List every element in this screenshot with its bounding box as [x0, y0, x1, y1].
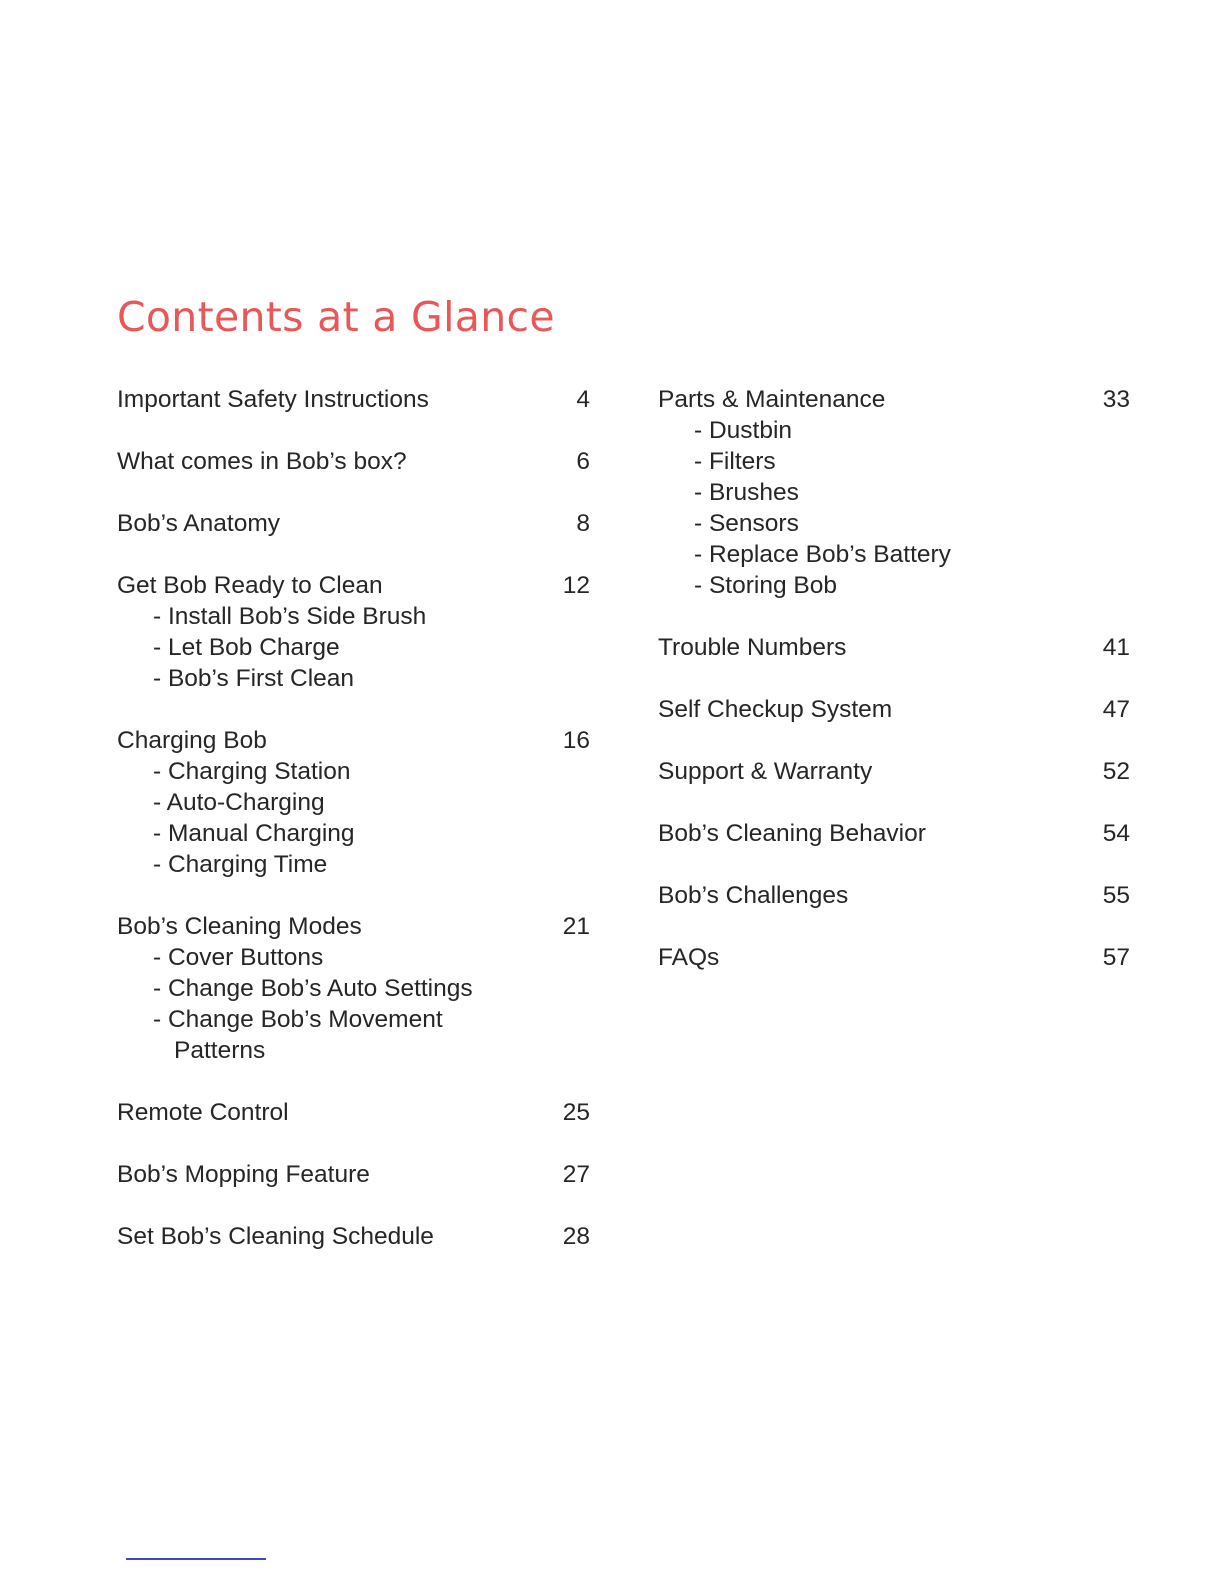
- toc-page-number: 33: [1102, 386, 1130, 413]
- toc-entry-title: Bob’s Cleaning Behavior: [658, 820, 926, 847]
- toc-subentry: [153, 1004, 590, 1066]
- toc-entry-row: [117, 725, 590, 756]
- toc-entry: [117, 570, 590, 694]
- toc-entry: [658, 942, 1130, 973]
- toc-entry-row: [117, 508, 590, 539]
- toc-entry: [117, 1097, 590, 1128]
- toc-subentry-text: - Charging Station: [153, 758, 351, 785]
- toc-entry: [658, 632, 1130, 663]
- toc-subentry-text: - Storing Bob: [694, 572, 837, 599]
- toc-entry-title: Bob’s Anatomy: [117, 510, 280, 537]
- toc-entry-row: [658, 942, 1130, 973]
- toc-subentry-text: - Dustbin: [694, 417, 793, 444]
- toc-entry: [117, 725, 590, 880]
- toc-subentry-text: - Charging Time: [153, 851, 328, 878]
- toc-page-number: 16: [562, 727, 590, 754]
- toc-entry-title: Support & Warranty: [658, 758, 873, 785]
- toc-entry-row: [117, 446, 590, 477]
- toc-entry-title: Bob’s Mopping Feature: [117, 1161, 370, 1188]
- toc-entry-row: [117, 1097, 590, 1128]
- toc-subentry: [153, 973, 590, 1004]
- toc-subentry-text: - Sensors: [694, 510, 799, 537]
- toc-subentry: [153, 601, 590, 632]
- toc-entry-row: [658, 880, 1130, 911]
- toc-entry: [117, 911, 590, 1066]
- toc-page-number: 55: [1102, 882, 1130, 909]
- toc-subentry: [153, 756, 590, 787]
- toc-subentry: [694, 570, 1130, 601]
- toc-entry-title: What comes in Bob’s box?: [117, 448, 407, 475]
- toc-page-number: 27: [562, 1161, 590, 1188]
- toc-page-number: 4: [576, 386, 590, 413]
- toc-subentry-text: - Manual Charging: [153, 820, 355, 847]
- toc-entry-title: Remote Control: [117, 1099, 289, 1126]
- toc-entry: [117, 1221, 590, 1252]
- footer-rule: [126, 1558, 266, 1560]
- toc-entry: [658, 880, 1130, 911]
- toc-subentry-text: - Cover Buttons: [153, 944, 324, 971]
- toc-entry: [117, 384, 590, 415]
- toc-entry: [117, 446, 590, 477]
- toc-entry-title: FAQs: [658, 944, 720, 971]
- toc-page-number: 57: [1102, 944, 1130, 971]
- toc-subentry-text: - Change Bob’s Auto Settings: [153, 975, 473, 1002]
- toc-subentry-text: - Brushes: [694, 479, 799, 506]
- toc-subentry-text: - Let Bob Charge: [153, 634, 340, 661]
- toc-entry-title: Charging Bob: [117, 727, 267, 754]
- toc-subentry: [694, 508, 1130, 539]
- toc-entry-title: Bob’s Challenges: [658, 882, 849, 909]
- page-title: Contents at a Glance: [117, 293, 555, 342]
- toc-entry-row: [117, 384, 590, 415]
- toc-entry-title: Trouble Numbers: [658, 634, 847, 661]
- toc-page-number: 6: [576, 448, 590, 475]
- toc-subentry: [153, 942, 590, 973]
- toc-page-number: 21: [562, 913, 590, 940]
- toc-subentry-text: - Bob’s First Clean: [153, 665, 355, 692]
- toc-entry-row: [658, 818, 1130, 849]
- toc-entry-title: Set Bob’s Cleaning Schedule: [117, 1223, 434, 1250]
- toc-entry-row: [658, 756, 1130, 787]
- toc-subentry: [153, 663, 590, 694]
- toc-subentry-text: - Change Bob’s Movement: [153, 1006, 443, 1033]
- toc-subentry: [153, 849, 590, 880]
- toc-entry-title: Get Bob Ready to Clean: [117, 572, 383, 599]
- toc-page-number: 52: [1102, 758, 1130, 785]
- toc-page-number: 41: [1102, 634, 1130, 661]
- toc-entry: [658, 384, 1130, 601]
- toc-entry: [658, 756, 1130, 787]
- toc-left-column: [117, 384, 590, 1283]
- toc-subentry: [694, 477, 1130, 508]
- toc-subentry: [153, 818, 590, 849]
- toc-subentry-text: - Replace Bob’s Battery: [694, 541, 951, 568]
- toc-entry: [117, 508, 590, 539]
- toc-page-number: 25: [562, 1099, 590, 1126]
- toc-subentry-text: - Filters: [694, 448, 776, 475]
- toc-subentry: [694, 446, 1130, 477]
- toc-entry-title: Bob’s Cleaning Modes: [117, 913, 362, 940]
- toc-subentry-text: - Install Bob’s Side Brush: [153, 603, 427, 630]
- toc-entry: [658, 694, 1130, 725]
- toc-subentry-continuation: Patterns: [174, 1037, 266, 1064]
- toc-subentry: [694, 415, 1130, 446]
- toc-subentry: [694, 539, 1130, 570]
- toc-entry-row: [658, 384, 1130, 415]
- toc-entry-title: Parts & Maintenance: [658, 386, 886, 413]
- toc-entry-row: [658, 694, 1130, 725]
- toc-right-column: [658, 384, 1130, 1004]
- toc-subentry: [153, 632, 590, 663]
- toc-entry: [658, 818, 1130, 849]
- toc-page-number: 28: [562, 1223, 590, 1250]
- toc-entry-title: Self Checkup System: [658, 696, 893, 723]
- toc-page-number: 54: [1102, 820, 1130, 847]
- toc-entry-row: [658, 632, 1130, 663]
- toc-entry-title: Important Safety Instructions: [117, 386, 429, 413]
- toc-subentry-text: - Auto-Charging: [153, 789, 325, 816]
- toc-entry-row: [117, 1221, 590, 1252]
- toc-entry-row: [117, 911, 590, 942]
- toc-entry: [117, 1159, 590, 1190]
- toc-page-number: 12: [562, 572, 590, 599]
- toc-subentry: [153, 787, 590, 818]
- toc-entry-row: [117, 1159, 590, 1190]
- toc-entry-row: [117, 570, 590, 601]
- toc-page-number: 8: [576, 510, 590, 537]
- toc-page-number: 47: [1102, 696, 1130, 723]
